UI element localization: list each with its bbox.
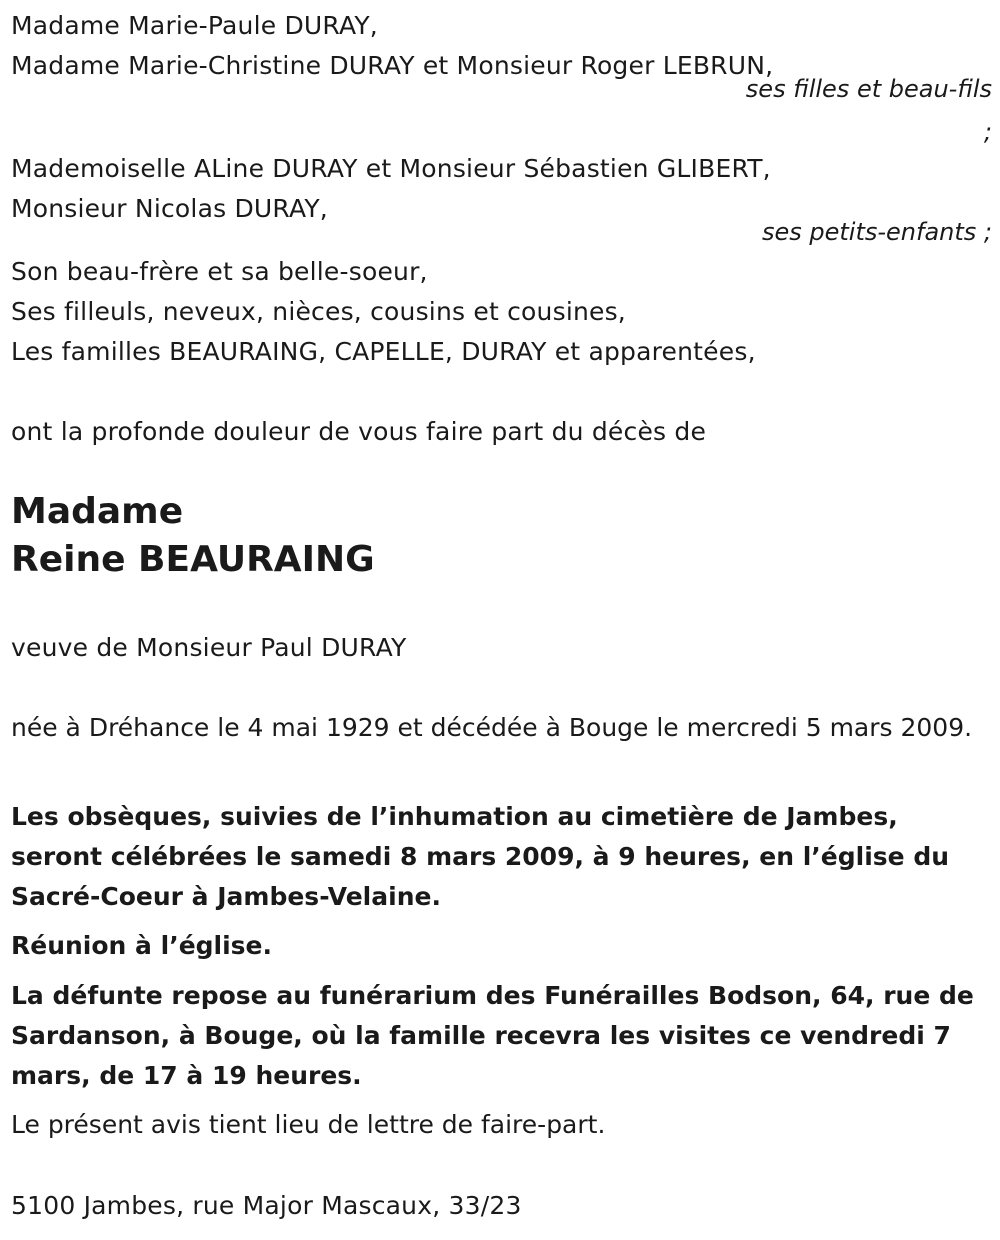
- family-line-3: Les familles BEAURAING, CAPELLE, DURAY et apparentées,: [11, 337, 756, 366]
- birth-death-text: née à Dréhance le 4 mai 1929 et décédée à Bouge le mercredi 5 mars 2009.: [11, 713, 973, 742]
- funeral-details: Les obsèques, suivies de l’inhumation au cimetière de Jambes, seront célébrées le samedi 8 mars 2009, à 9 heures, en l’église du Sacré-Coeur à Jambes-Velaine.: [11, 802, 950, 911]
- deceased-name: Reine BEAURAING: [11, 539, 375, 580]
- family-line-2: Ses filleuls, neveux, nièces, cousins et cousines,: [11, 297, 626, 326]
- widow-of-text: veuve de Monsieur Paul DURAY: [11, 633, 407, 662]
- address-text: 5100 Jambes, rue Major Mascaux, 33/23: [11, 1191, 522, 1220]
- children-separator: ;: [983, 118, 992, 146]
- meeting-text: Réunion à l’église.: [11, 931, 273, 960]
- grandchildren-relation: ses petits-enfants ;: [761, 218, 992, 246]
- grandchild-line-1: Mademoiselle ALine DURAY et Monsieur Sébastien GLIBERT,: [11, 154, 771, 183]
- notice-text: Le présent avis tient lieu de lettre de faire-part.: [11, 1110, 606, 1139]
- family-line-1: Son beau-frère et sa belle-soeur,: [11, 257, 428, 286]
- grandchild-line-2: Monsieur Nicolas DURAY,: [11, 194, 328, 223]
- child-line-1: Madame Marie-Paule DURAY,: [11, 11, 378, 40]
- children-relation: ses filles et beau-fils: [745, 75, 992, 103]
- announcement-text: ont la profonde douleur de vous faire part du décès de: [11, 417, 707, 446]
- deceased-title: Madame: [11, 491, 184, 532]
- child-line-2: Madame Marie-Christine DURAY et Monsieur Roger LEBRUN,: [11, 51, 774, 80]
- funerarium-details: La défunte repose au funérarium des Funérailles Bodson, 64, rue de Sardanson, à Bouge, où la famille recevra les visites ce vendredi 7 mars, de 17 à 19 heures.: [11, 981, 974, 1090]
